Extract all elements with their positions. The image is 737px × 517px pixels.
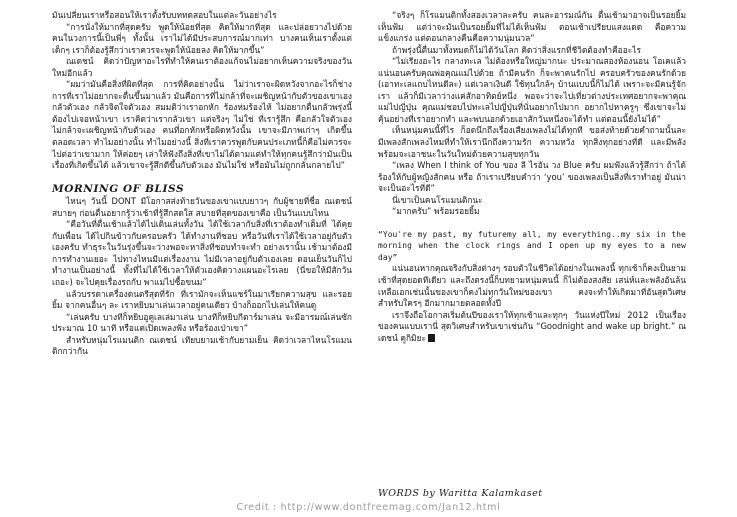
right-paragraph-3: “ไม่เรียงอะไร กลางทะเล ไม่ต้องหรือใหญ่มากนะ ประมาณสองห้องนอน โอเคแล้ว แน่นอนครับคุณพ่อคุณแม่ไปด้วย ถ้ามีคนรัก ก็จะพาคนรักไป ครอบครัวของคนรักด้วย (เอาทะเลแถบไหนดีละ) แต่เวลาเงินดี ใช้ทุนใกล้ๆ บ้านแบบนี้ก็ไม่ได้ เพราะจะมีคนรู้จักเรา แล้วก็มีเวลาว่างแค่สักอาทิตย์หนึ่ง พอจะว่าจะไปเที่ยวต่างประเทศอยากจะพาคุณแม่ไปญี่ปุ่น คุณแม่ชอบไปทะเลไปญี่ปุ่นที่นั่นอยากไปมาก อยากไปหาครูๆ ซึ่งเขาจะไม่คุ้นอย่างที่เราอยากทำ และพบนอกด้วยเอาสักวันหนึ่งจะได้ทำ แต่ตอนนี้ยังไม่ได้” (378, 56, 686, 124)
right-paragraph-6: นี่เขาเป็นคนโรแมนติกนะ (392, 194, 483, 205)
right-paragraph-7: “มากครับ” พร้อมรอยยิ้ม (392, 206, 480, 217)
left-paragraph-2: “การนั่งให้มากที่สุดครับ พูดให้น้อยที่สุด คิดให้มากที่สุด และปล่อยวางไปด้วย คนในวงการนี้เป็นพี่ๆ ทั้งนั้น เราไม่ได้มีประสบการณ์มากเท่า บางคนเห็นเราตั้งแต่เด็กๆ เราก็ต้องรู้สึกว่าเราควรจะพูดให้น้อยลง คิดให้มากขึ้น” (52, 21, 352, 55)
left-paragraph-7: แล้วบรรดาเครื่องดนตรีสุดที่รัก ที่เรามักจะเห็นแชร์ในมาเรียกความสุข และรอยยิ้ม จากคนอื่นๆ ละ เราหยิบมาเล่นเวลาอยู่คนเดียว บ้างก็ออกไปเล่นให้คนดู (52, 288, 352, 311)
left-paragraph-8: “เล่นครับ บางทีก็หยิบอูคูเลเล่มาเล่น บางทีก็หยิบกีตาร์มาเล่น จะมีอารมณ์เล่นซักประมาณ 10 นาที หรือแค่เปิดเพลงฟัง หรือร้องเป่าเขา” (52, 311, 352, 334)
left-paragraph-5: ไหนๆ วันนี้ DONT มีโอกาสส่งท้ายวันของเขาแบบยาวๆ กับผู้ชายที่ชื่อ ณเดชน์ สบายๆ ก่อนตื่นอยากรู้ว่าเช้าที่รู้สึกสดใส สบายที่สุดของเขาคือ เป็นวันแบบไหน (52, 196, 352, 218)
left-paragraph-4: “ผมว่ามันคือสิ่งที่ผิดที่สุด การที่คิดอย่างนั้น ไม่ว่าเราจะผิดหวังจากอะไรก็ช่าง การที่เราไม่อยากจะตื่นขึ้นมาแล้ว มันคือการที่ไม่กล้าที่จะเผชิญหน้ากับตัวของเขาเอง กลัวตัวเอง กลัวจิตใจตัวเอง สมมติว่าเราอกหัก ร้องห่มร้องไห้ ไม่อยากตื่นกลัวพรุ่งนี้ต้องไปเจอหน้าเขา เราคิดว่าเรากลัวเขา แต่จริงๆ ไม่ใช่ ที่เรารู้สึก คือกลัวใจตัวเอง ไม่กล้าจะเผชิญหน้ากับตัวเอง คนที่อกหักหรือผิดหวังนั้น เขาจะมีภาพเก่าๆ เกิดขึ้นตลอดเวลา ทำไมอย่างนั้น ทำไมอย่างนี้ สิ่งที่เราควรพูดกับคนประเภทนี้ก็คือไม่ควรจะไปต่อว่าเขามาก ให้ค่อยๆ เล่าให้ฟังถึงสิ่งที่เขาไม่ได้ตามแต่ทำให้ทุกคนรู้สึกว่ามันเป็นเรื่องที่เกิดขึ้นได้ แล้วเขาจะรู้สึกดีขึ้นกับตัวเอง มันไม่ใช่ หรือมันไม่ถูกกลั่นกลายไป” (52, 79, 352, 171)
right-paragraph-8: แน่นอนหากคุณจริงกับสิ่งต่างๆ รอบตัวในชีวิตได้อย่างในเพลงนี้ ทุกเช้าก็คงเป็นยามเช้าที่สุดยอดทีเดียว และถึงตรงนี้ก็บทยามหนุ่มคนนี้ ก็ไม่ต้องสงสัย เสน่ห์และพลังอันล้นเหลือเอกเช่นนั้นของเขาก็คงไม่ทุกวันใหม่ของเขา คงจะทำให้เกิดมาที่อันสุดวิเศษสำหรับใครๆ อีกมากมายตลอดทั้งปี (378, 263, 686, 309)
right-column (378, 10, 686, 344)
source-credit: Credit : http://www.dontfreemag.com/Jan12.html (236, 502, 501, 513)
left-paragraph-3: ณเดชน์ คิดว่าปัญหาอะไรที่ทำให้คนเราต้องแก้จนไม่อยากเห็นความจริงของวันใหม่อีกแล้ว (52, 56, 352, 78)
closing-paragraph-text: เราจึงถือโอกาสเริ่มต้นปีของเราให้ทุกเช้าและทุกๆ วันแห่งปีใหม่ 2012 เป็นเรื่องของคนแบบเรานี่ สุดวิเศษสำหรับเขาเช่นกัน “Goodnight and wake up bright.” ณเดชน์ คูกิมิยะ (378, 309, 686, 343)
left-paragraph-6: “คือวันที่ตื่นเช้าแล้วได้ไปเดินเล่นทั้งวัน ได้ใช้เวลากับสิ่งที่เราต้องทำเต็มที่ ได้คุยกับเพื่อน ได้ไปกินข้าวกับครอบครัว ได้ทำงานที่ชอบ หรือวันที่เราได้ใช้เวลาอยู่กับตัวเองครับ ทำธุระในวันรุ่งขึ้นจะว่างพอจะหาสิ่งที่ชอบทำจะทำ อย่างเรานั้น เช้ามาต้องมีการทำงานเยอะ ไปทางไหนมีแต่เรื่องงาน ไม่มีเวลาอยู่กับตัวเองเลย ตอนเย็นวันก็ไปทำงานเป็นอย่างนี้ ทั้งที่ไม่ได้ใช้เวลาให้ตัวเองคิดวางแผนอะไรเลย (นี่ขอให้มีสักวันเถอะ) จะไปคุยเรื่องรถกับ พาแม่ไปซื้อขนม” (52, 219, 352, 288)
author-byline: WORDS by Waritta Kalamkaset (378, 488, 543, 499)
left-column (52, 10, 352, 358)
right-paragraph-9 (378, 310, 686, 345)
left-paragraph-9: สำหรับหนุ่มโรแมนติก ณเดชน์ เทียบยามเช้ากับยามเย็น คิดว่าเวลาไหนโรแมนติกกว่ากัน (52, 334, 352, 357)
left-paragraph-1: มันเปลี่ยนเราหรือสอนให้เราตั้งรับบททดสอบในแต่ละวันอย่างไร (52, 10, 277, 20)
end-of-article-mark (428, 334, 435, 342)
right-paragraph-1: “จริงๆ ก็โรแมนติกทั้งสองเวลาละครับ คนละอารมณ์กัน ตื่นเช้ามาอาจเป็นรอยยิ้มเห็นฟ้ม แต่ว่าจะมันเป็นรอยยิ้มที่ไม่ได้เห็นฟ้ม ตอนเช้าเปรียบแสงแดด คือความแข็งแกร่ง แต่ตอนกลางคืนคือความนุ่มนวล” (378, 10, 686, 44)
song-lyric-quote: “You're my past, my futuremy all, my everything..my six in the morning when the clock rings and I open up my eyes to a new day” (378, 229, 686, 262)
right-paragraph-5: “เพลง When I think of You ของ ลี ไรอัน วง Blue ครับ ผมฟังแล้วรู้สึกว่า ถ้าได้ร้องให้กับผู้หญิงสักคน หรือ ถ้าเราเปรียบคำว่า ‘you’ ของเพลงเป็นสิ่งที่เราทำอยู่ มันน่าจะเป็นอะไรที่ดี” (378, 160, 686, 194)
section-heading-morning-of-bliss: MORNING OF BLISS (52, 182, 185, 195)
right-paragraph-2: ถ้าพรุ่งนี้ตื่นมาทั้งหมดก็ไม่ได้วันโลก คิดว่าสิ่งแรกที่ชีวิตต้องทำคืออะไร (392, 44, 641, 55)
right-paragraph-4: เห็นหนุ่มคนนี้ที่ไร ก็อดนึกถึงเรื่องเสียงเพลงไม่ได้ทุกที ขอส่งท้ายด้วยคำถามนั้นละ มีเพลงสักเพลงไหมที่ทำให้เรานึกถึงความรัก ความหวัง ทุกสิ่งทุกอย่างที่ดี และมีพลังพร้อมจะเอาชนะในวันใหม่ด้วยความสุขทุกวัน (378, 125, 686, 159)
